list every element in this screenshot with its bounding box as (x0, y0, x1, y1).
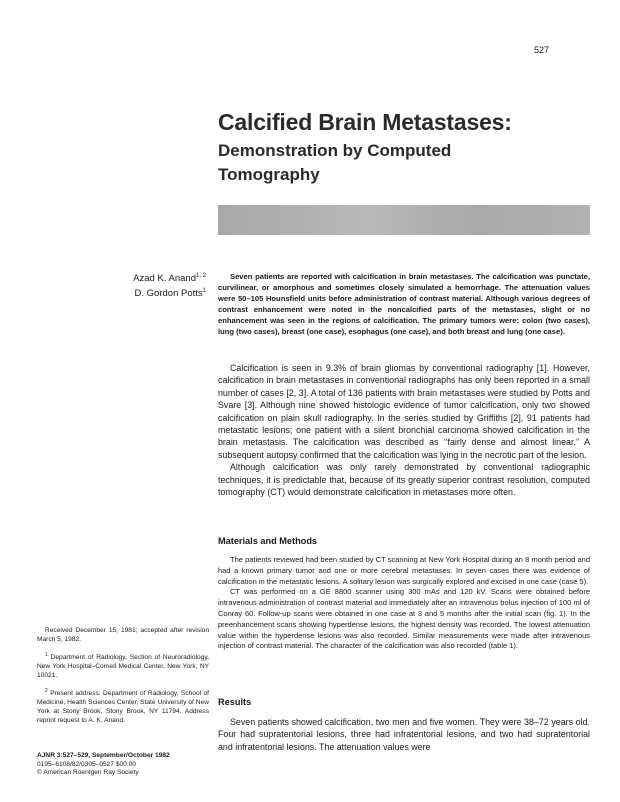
journal-copyright: © American Roentgen Ray Society (37, 769, 139, 776)
article-title-block (218, 108, 598, 186)
footnote-1-marker: 1 (45, 651, 48, 658)
author-1 (133, 270, 206, 285)
footnote-2 (37, 687, 209, 726)
author-2 (133, 285, 206, 300)
methods-paragraph-2: CT was performed on a GE 8800 scanner using 300 mAs and 120 kV. Scans were obtained before intravenous administration of contrast material and immediately after an intravenous bolus injection of 100 ml of Conray 60. Follow-up scans were obtained in one case at 3 and 5 months after the initial scan (fig. 1). In the preenhancement scans showing hyperdense lesions, the highest density was recorded. The lowest attenuation value within the hyperdense lesions was also recorded. Similar measurements were made after intravenous injection of contrast material. The character of the calcification was also recorded (table 1). (218, 587, 590, 651)
received-note: Received December 15, 1981; accepted after revision March 5, 1982. (37, 627, 209, 643)
author-list (133, 270, 206, 300)
intro-paragraph-1: Calcification is seen in 9.3% of brain gliomas by conventional radiography [1]. However, calcification in brain metastases in conventional radiographs has only been reported in a small number of cases [2, 3]. A total of 136 patients with brain metastases were studied by Potts and Svare [3]. Although nine showed histologic evidence of tumor calcification, only two showed calcification on plain skull radiography. In the series studied by Griffiths [2], 91 patients had metastatic lesions; one patient with a silent bronchial carcinoma showed calcification in the brain metastasis. The calcification was described as ‘‘fairly dense and almost linear.’’ A subsequent autopsy confirmed that the calcification was lying in the necrotic part of the lesion. (218, 363, 590, 460)
footnotes (37, 627, 209, 732)
article-title: Calcified Brain Metastases: (218, 109, 512, 135)
article-subtitle-line2: Tomography (218, 165, 320, 184)
page-number: 527 (533, 45, 549, 55)
journal-citation: AJNR 3:527–529, September/October 1982 (37, 752, 170, 759)
title-divider-bar (218, 205, 590, 235)
article-subtitle-line1: Demonstration by Computed (218, 141, 452, 160)
methods-section (218, 555, 590, 652)
results-paragraph-1: Seven patients showed calcification, two men and five women. They were 38–72 years old. Four had supratentorial lesions, three had infratentorial lesions, and two had supratentorial and infratentorial lesions. The attenuation values were (218, 717, 590, 752)
footnote-2-text: Present address: Department of Radiology, School of Medicine, Health Sciences Center, State University of New York at Stony Brook, Stony Brook, NY 11794. Address reprint request to A. K. Anand. (37, 689, 209, 724)
author-2-name: D. Gordon Potts (134, 288, 203, 300)
methods-heading: Materials and Methods (218, 536, 318, 546)
journal-code: 0195–6108/82/0305–0527 $00.00 (37, 760, 137, 768)
results-heading: Results (218, 697, 252, 707)
journal-info (37, 752, 217, 778)
author-1-affiliation: 1, 2 (195, 273, 206, 279)
methods-paragraph-1: The patients reviewed had been studied by CT scanning at New York Hospital during an 8 month period and had a known primary tumor and one or more cerebral metastases. In seven cases there was evidence of calcification in the metastatic lesions. A solitary lesion was surgically explored and excised in one case (case 5). (218, 555, 590, 586)
footnote-2-marker: 2 (45, 687, 48, 694)
author-1-name: Azad K. Anand (133, 273, 196, 285)
abstract: Seven patients are reported with calcification in brain metastases. The calcification was punctate, curvilinear, or amorphous and sometimes closely simulated a hemorrhage. The attenuation values were 50–105 Hounsfield units before administration of contrast material. Although various degrees of contrast enhancement were noted in the noncalcified parts of the metastases, slight or no enhancement was seen in the regions of calcification. The primary tumors were: colon (two cases), lung (two cases), breast (one case), esophagus (one case), and both breast and lung (one case). (218, 272, 590, 337)
results-section (218, 716, 590, 753)
intro-paragraph-2: Although calcification was only rarely demonstrated by conventional radiographic techniques, it is predictable that, because of its greatly superior contrast resolution, computed tomography (CT) would demonstrate calcification in metastases more often. (218, 462, 590, 498)
author-2-affiliation: 1 (202, 288, 206, 295)
introduction (218, 362, 590, 498)
footnote-1-text: Department of Radiology, Section of Neuroradiology, New York Hospital–Cornell Medical Center, New York, NY 10021. (37, 654, 209, 679)
footnote-1 (37, 651, 209, 681)
